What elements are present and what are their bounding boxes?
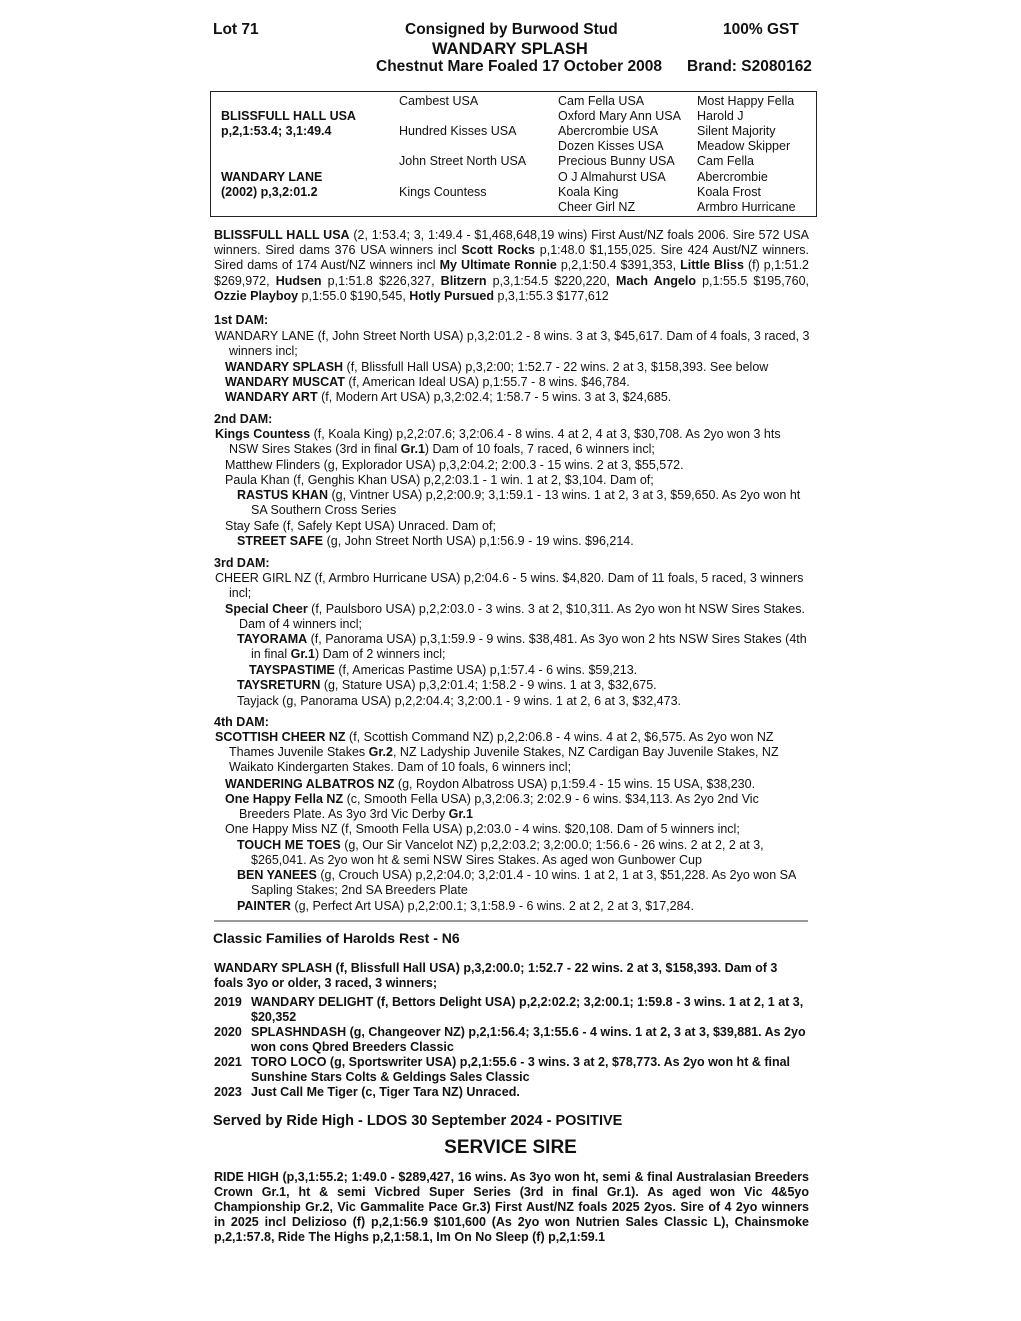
dam2-heading: 2nd DAM: xyxy=(214,412,273,426)
pedigree-g2-entry: Kings Countess xyxy=(399,185,487,199)
foal-year: 2021 xyxy=(214,1055,242,1069)
sire-text: (2, 1:53.4; 3, 1:49.4 - $1,468,648,19 wins) First Aust/NZ foals 2006. Sire 572 USA winners. Sired dams 376 USA winners incl xyxy=(214,228,809,258)
horse-description: Chestnut Mare Foaled 17 October 2008 xyxy=(376,58,662,75)
dam4-line: SCOTTISH CHEER NZ (f, Scottish Command NZ) p,2,2:06.8 - 4 wins. 4 at 2, $6,575. As 2yo won NZ Thames Juvenile Stakes Gr.2, NZ Ladyship Juvenile Stakes, NZ Cardigan Bay Juvenile Stakes, NZ Waikato Kindergarten Stakes. Dam of 10 foals, 6 winners incl; xyxy=(215,730,779,775)
dam2-line: Paula Khan (f, Genghis Khan USA) p,2,2:03.1 - 1 win. 1 at 2, $3,104. Dam of; xyxy=(225,473,654,487)
progeny-name: Mach Angelo xyxy=(616,273,696,288)
dam2-line: Matthew Flinders (g, Explorador USA) p,3,2:04.2; 2:00.3 - 15 wins. 2 at 3, $55,572. xyxy=(225,458,684,472)
dam3-line: TAYORAMA (f, Panorama USA) p,3,1:59.9 - 9 wins. $38,481. As 3yo won 2 hts NSW Sires Stakes (4th in final Gr.1) Dam of 2 winners incl; xyxy=(237,632,807,662)
progeny-name: Scott Rocks xyxy=(461,243,536,258)
pedigree-g2-entry: John Street North USA xyxy=(399,154,527,168)
pedigree-g4-entry: Harold J xyxy=(697,109,744,123)
horse-name: WANDARY SPLASH xyxy=(432,40,588,58)
progeny-text: p,3,1:55.3 $177,612 xyxy=(494,288,609,303)
dam2-line: Stay Safe (f, Safely Kept USA) Unraced. Dam of; xyxy=(225,519,496,533)
foal-record: SPLASHNDASH (g, Changeover NZ) p,2,1:56.4; 3,1:55.6 - 4 wins. 1 at 2, 3 at 3, $39,881. As 2yo won cons Qbred Breeders Classic xyxy=(251,1025,806,1054)
progeny-text: p,1:55.5 $195,760, xyxy=(696,273,809,288)
dam4-line: One Happy Fella NZ (c, Smooth Fella USA) p,3,2:06.3; 2:02.9 - 6 wins. $34,113. As 2yo 2nd Vic Breeders Plate. As 3yo 3rd Vic Derby Gr.1 xyxy=(225,792,759,822)
dam4-line: PAINTER (g, Perfect Art USA) p,2,2:00.1; 3,1:58.9 - 6 wins. 2 at 2, 2 at 3, $17,284. xyxy=(237,899,694,913)
pedigree-g4-entry: Silent Majority xyxy=(697,124,776,138)
progeny-name: Ozzie Playboy xyxy=(214,288,299,303)
family-summary: WANDARY SPLASH (f, Blissfull Hall USA) p,3,2:00.0; 1:52.7 - 22 wins. 2 at 3, $158,393. Dam of 3 foals 3yo or older, 3 raced, 3 winners; xyxy=(214,961,778,990)
progeny-text: p,2,1:50.4 $391,353, xyxy=(556,258,681,273)
pedigree-g4-entry: Armbro Hurricane xyxy=(697,200,796,214)
dam4-heading: 4th DAM: xyxy=(214,715,269,729)
dam3-line: TAYSPASTIME (f, Americas Pastime USA) p,1:57.4 - 6 wins. $59,213. xyxy=(249,663,638,677)
dam3-heading: 3rd DAM: xyxy=(214,556,270,570)
dam3-line: CHEER GIRL NZ (f, Armbro Hurricane USA) p,2:04.6 - 5 wins. $4,820. Dam of 11 foals, 5 raced, 3 winners incl; xyxy=(215,571,804,601)
progeny-text: p,3,1:54.5 $220,220, xyxy=(486,273,617,288)
progeny-text: (f) p,1:51.2 $269,972, xyxy=(214,258,809,288)
progeny-text: p,1:55.0 $190,545, xyxy=(298,288,410,303)
pedigree-g3-entry: Cheer Girl NZ xyxy=(558,200,636,214)
pedigree-sire-record: p,2,1:53.4; 3,1:49.4 xyxy=(221,124,332,138)
pedigree-g2-entry: Cambest USA xyxy=(399,94,479,108)
brand: Brand: S2080162 xyxy=(687,58,812,75)
sire-summary xyxy=(214,228,809,304)
foal-record: WANDARY DELIGHT (f, Bettors Delight USA) p,2,2:02.2; 3,2:00.1; 1:59.8 - 3 wins. 1 at 2, 1 at 3, $20,352 xyxy=(251,995,804,1024)
dam3-line: TAYSRETURN (g, Stature USA) p,3,2:01.4; 1:58.2 - 9 wins. 1 at 3, $32,675. xyxy=(237,678,657,692)
foal-year: 2020 xyxy=(214,1025,242,1039)
pedigree-g3-entry: O J Almahurst USA xyxy=(558,170,666,184)
pedigree-g3-entry: Koala King xyxy=(558,185,619,199)
lot-number: Lot 71 xyxy=(213,21,259,38)
progeny-name: Hudsen xyxy=(275,273,322,288)
section-divider xyxy=(214,920,808,922)
dam1-line: WANDARY MUSCAT (f, American Ideal USA) p,1:55.7 - 8 wins. $46,784. xyxy=(225,375,630,389)
dam3-line: Tayjack (g, Panorama USA) p,2,2:04.4; 3,2:00.1 - 9 wins. 1 at 2, 6 at 3, $32,473. xyxy=(237,694,682,708)
pedigree-g3-entry: Cam Fella USA xyxy=(558,94,645,108)
pedigree-g4-entry: Meadow Skipper xyxy=(697,139,791,153)
pedigree-g4-entry: Most Happy Fella xyxy=(697,94,795,108)
pedigree-g2-entry: Hundred Kisses USA xyxy=(399,124,517,138)
dam1-line: WANDARY LANE (f, John Street North USA) p,3,2:01.2 - 8 wins. 3 at 3, $45,617. Dam of 4 foals, 3 raced, 3 winners incl; xyxy=(215,329,810,359)
progeny-name: Hotly Pursued xyxy=(409,288,495,303)
dam1-heading: 1st DAM: xyxy=(214,313,269,327)
pedigree-g3-entry: Abercrombie USA xyxy=(558,124,659,138)
sire-name: BLISSFULL HALL USA xyxy=(214,228,350,242)
dam2-line: STREET SAFE (g, John Street North USA) p,1:56.9 - 19 wins. $96,214. xyxy=(237,534,634,548)
progeny-name: Little Bliss xyxy=(680,258,744,273)
progeny-text: p,1:51.8 $226,327, xyxy=(321,273,441,288)
gst-label: 100% GST xyxy=(723,21,799,38)
pedigree-g3-entry: Precious Bunny USA xyxy=(558,154,675,168)
dam1-line: WANDARY ART (f, Modern Art USA) p,3,2:02.4; 1:58.7 - 5 wins. 3 at 3, $24,685. xyxy=(225,390,672,404)
dam4-line: BEN YANEES (g, Crouch USA) p,2,2:04.0; 3,2:01.4 - 10 wins. 1 at 2, 1 at 3, $51,228. As 2yo won SA Sapling Stakes; 2nd SA Breeders Plate xyxy=(237,868,796,898)
dam3-line: Special Cheer (f, Paulsboro USA) p,2,2:03.0 - 3 wins. 3 at 2, $10,311. As 2yo won ht NSW Sires Stakes. Dam of 4 winners incl; xyxy=(225,602,805,632)
progeny-name: My Ultimate Ronnie xyxy=(439,258,557,273)
dam2-line: RASTUS KHAN (g, Vintner USA) p,2,2:00.9; 3,1:59.1 - 13 wins. 1 at 2, 3 at 3, $59,650. As 2yo won ht SA Southern Cross Series xyxy=(237,488,801,518)
pedigree-dam-record: (2002) p,3,2:01.2 xyxy=(221,185,318,199)
progeny-text: p,1:48.0 $1,155,025. Sire 424 Aust/NZ winners. Sired dams of 174 Aust/NZ winners incl xyxy=(214,243,809,273)
progeny-name: Blitzern xyxy=(440,273,487,288)
dam4-line: WANDERING ALBATROS NZ (g, Roydon Albatross USA) p,1:59.4 - 15 wins. 15 USA, $38,230. xyxy=(225,777,756,791)
foal-year: 2019 xyxy=(214,995,242,1009)
pedigree-dam: WANDARY LANE xyxy=(221,170,323,184)
family-title: Classic Families of Harolds Rest - N6 xyxy=(213,930,460,946)
service-sire-text: RIDE HIGH (p,3,1:55.2; 1:49.0 - $289,427, 16 wins. As 3yo won ht, semi & final Australasian Breeders Crown Gr.1, ht & semi Vicbred Super Series (3rd in final Gr.1). As aged won Vic 4&5yo Championship Gr.2, Vic Gammalite Pace Gr.3) First Aust/NZ foals 2025 2yos. Sire of 4 2yo winners in 2025 incl Delizioso (f) p,2,1:56.9 $101,600 (As 2yo won Nutrien Sales Classic L), Chainsmoke p,2,1:57.8, Ride The Highs p,2,1:58.1, Im On No Sleep (f) p,2,1:59.1 xyxy=(214,1170,809,1244)
pedigree-g4-entry: Cam Fella xyxy=(697,154,754,168)
foal-year: 2023 xyxy=(214,1085,242,1099)
service-sire-heading: SERVICE SIRE xyxy=(444,1137,577,1158)
pedigree-sire: BLISSFULL HALL USA xyxy=(221,109,356,123)
pedigree-g4-entry: Koala Frost xyxy=(697,185,761,199)
dam1-line: WANDARY SPLASH (f, Blissfull Hall USA) p,3,2:00; 1:52.7 - 22 wins. 2 at 3, $158,393. See below xyxy=(225,360,769,374)
dam2-line: Kings Countess (f, Koala King) p,2,2:07.6; 3,2:06.4 - 8 wins. 4 at 2, 4 at 3, $30,708. As 2yo won 3 hts NSW Sires Stakes (3rd in final Gr.1) Dam of 10 foals, 7 raced, 6 winners incl; xyxy=(215,427,781,457)
pedigree-table xyxy=(210,91,817,217)
pedigree-g3-entry: Oxford Mary Ann USA xyxy=(558,109,681,123)
foal-record: TORO LOCO (g, Sportswriter USA) p,2,1:55.6 - 3 wins. 3 at 2, $78,773. As 2yo won ht & final Sunshine Stars Colts & Geldings Sales Classic xyxy=(251,1055,791,1084)
foal-record: Just Call Me Tiger (c, Tiger Tara NZ) Unraced. xyxy=(251,1085,520,1099)
dam4-line: TOUCH ME TOES (g, Our Sir Vancelot NZ) p,2,2:03.2; 3,2:00.0; 1:56.6 - 26 wins. 2 at 2, 2 at 3, $265,041. As 2yo won ht & semi NSW Sires Stakes. As aged won Gunbower Cup xyxy=(237,838,764,868)
served-by: Served by Ride High - LDOS 30 September 2024 - POSITIVE xyxy=(213,1113,623,1129)
consignor: Consigned by Burwood Stud xyxy=(405,21,618,38)
pedigree-g3-entry: Dozen Kisses USA xyxy=(558,139,664,153)
dam4-line: One Happy Miss NZ (f, Smooth Fella USA) p,2:03.0 - 4 wins. $20,108. Dam of 5 winners incl; xyxy=(225,822,740,836)
pedigree-g4-entry: Abercrombie xyxy=(697,170,768,184)
